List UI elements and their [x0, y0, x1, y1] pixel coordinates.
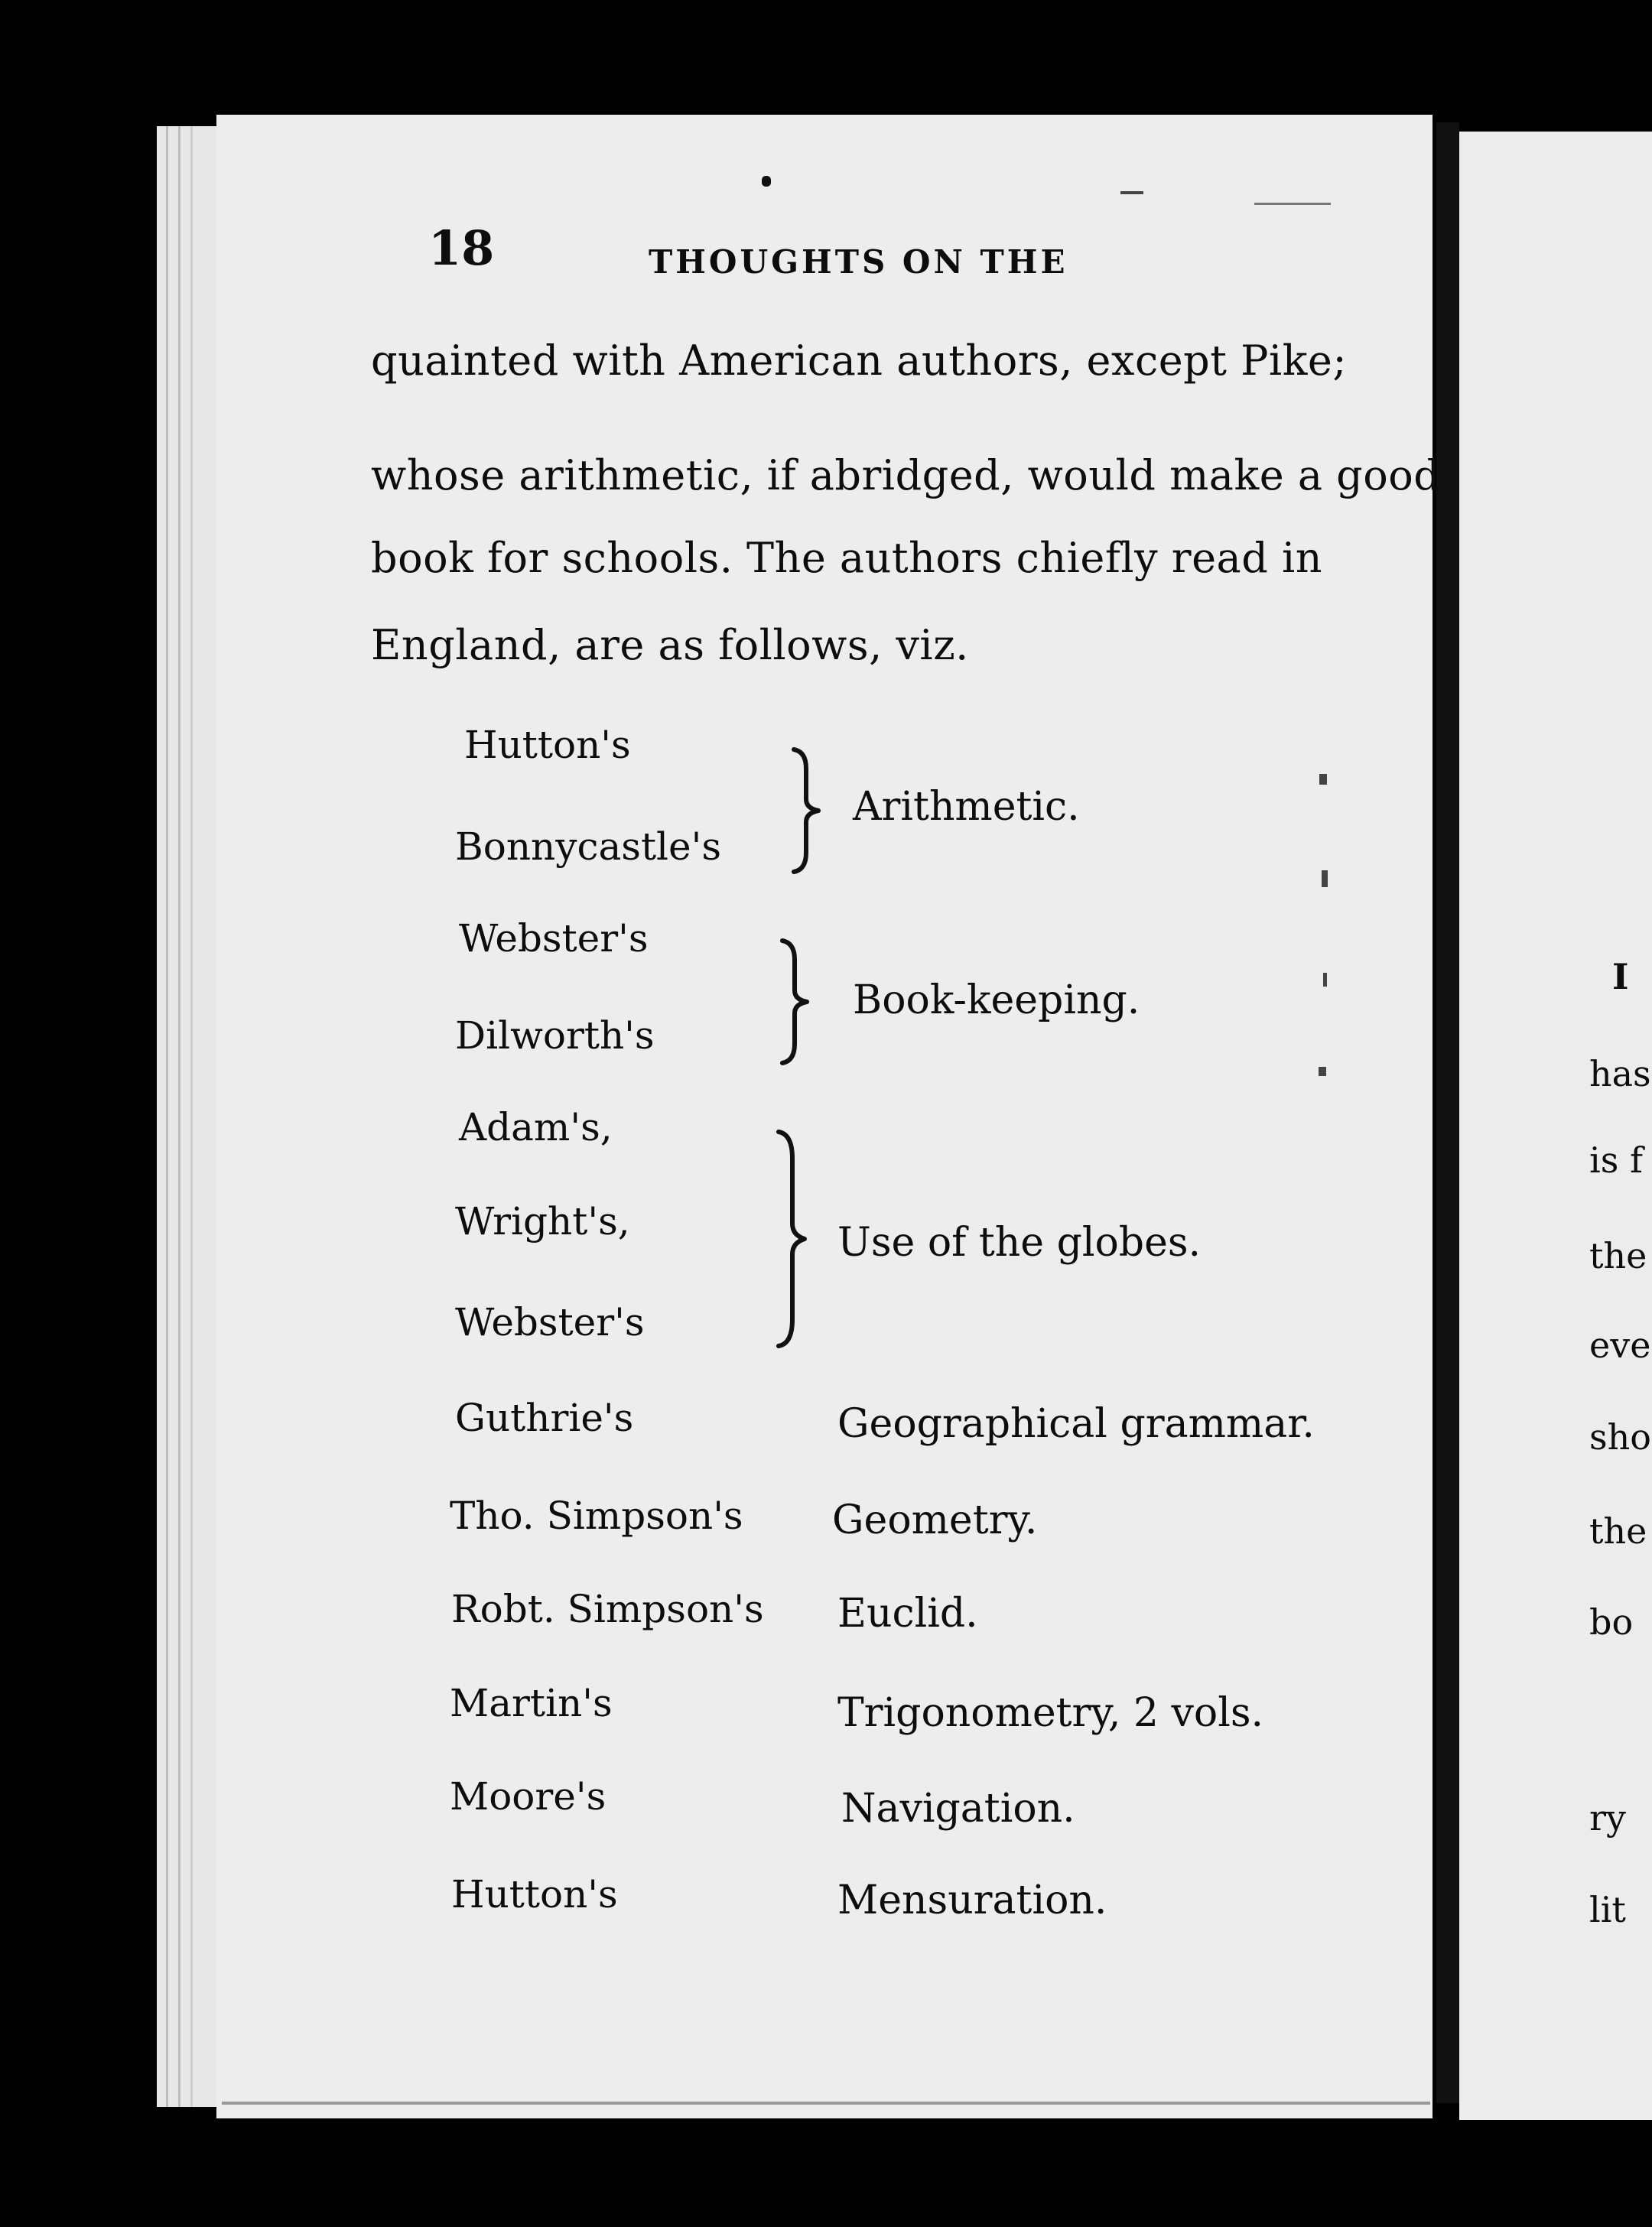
- ink-speck: [1319, 774, 1327, 785]
- subject-label: Book-keeping.: [853, 977, 1140, 1023]
- author-name: Guthrie's: [455, 1396, 634, 1440]
- subject-label: Euclid.: [837, 1591, 978, 1637]
- ink-speck: [1254, 203, 1331, 205]
- author-name: Webster's: [455, 1300, 645, 1344]
- facing-fragment: bo: [1589, 1601, 1634, 1643]
- page-bottom-edge: [222, 2102, 1430, 2105]
- curly-brace: [776, 937, 815, 1067]
- author-name: Tho. Simpson's: [450, 1494, 743, 1538]
- facing-fragment: the: [1589, 1235, 1647, 1276]
- facing-fragment: eve: [1589, 1325, 1651, 1366]
- page-number: 18: [428, 220, 495, 276]
- book-gutter: [1436, 122, 1459, 2103]
- paragraph-line: book for schools. The authors chiefly read in: [371, 534, 1323, 582]
- author-name: Adam's,: [459, 1105, 613, 1149]
- author-name: Bonnycastle's: [455, 824, 722, 869]
- author-name: Hutton's: [464, 723, 631, 767]
- author-name: Robt. Simpson's: [451, 1587, 764, 1631]
- paragraph-line: whose arithmetic, if abridged, would make a good: [371, 451, 1441, 499]
- printer-mark: [762, 176, 771, 187]
- author-name: Martin's: [450, 1681, 613, 1725]
- author-name: Webster's: [459, 916, 649, 961]
- subject-label: Use of the globes.: [837, 1220, 1202, 1266]
- author-name: Wright's,: [455, 1199, 630, 1244]
- ink-speck: [1322, 870, 1328, 887]
- left-page: [216, 115, 1432, 2118]
- paragraph-line: quainted with American authors, except Pike;: [371, 336, 1348, 385]
- curly-brace: [788, 746, 826, 876]
- author-name: Hutton's: [451, 1872, 618, 1917]
- curly-brace: [772, 1128, 811, 1350]
- subject-label: Arithmetic.: [853, 784, 1080, 830]
- facing-fragment: I: [1612, 956, 1629, 997]
- facing-fragment: is f: [1589, 1140, 1643, 1181]
- subject-label: Geometry.: [832, 1497, 1038, 1543]
- facing-fragment: the: [1589, 1510, 1647, 1552]
- facing-fragment: lit: [1589, 1889, 1626, 1930]
- facing-fragment: has: [1589, 1053, 1651, 1094]
- facing-fragment: sho: [1589, 1416, 1651, 1458]
- author-name: Dilworth's: [455, 1013, 655, 1058]
- ink-speck: [1319, 1067, 1326, 1076]
- subject-label: Trigonometry, 2 vols.: [837, 1690, 1264, 1736]
- ink-speck: [1323, 973, 1327, 987]
- page-stack-edges: [157, 126, 226, 2107]
- facing-page: [1459, 132, 1652, 2120]
- subject-label: Navigation.: [841, 1786, 1075, 1832]
- author-name: Moore's: [450, 1774, 606, 1819]
- ink-speck: [1120, 191, 1143, 194]
- facing-fragment: ry: [1589, 1797, 1626, 1838]
- paragraph-line: England, are as follows, viz.: [371, 621, 969, 669]
- running-head: THOUGHTS ON THE: [649, 243, 1068, 281]
- subject-label: Geographical grammar.: [837, 1401, 1315, 1447]
- subject-label: Mensuration.: [837, 1878, 1107, 1923]
